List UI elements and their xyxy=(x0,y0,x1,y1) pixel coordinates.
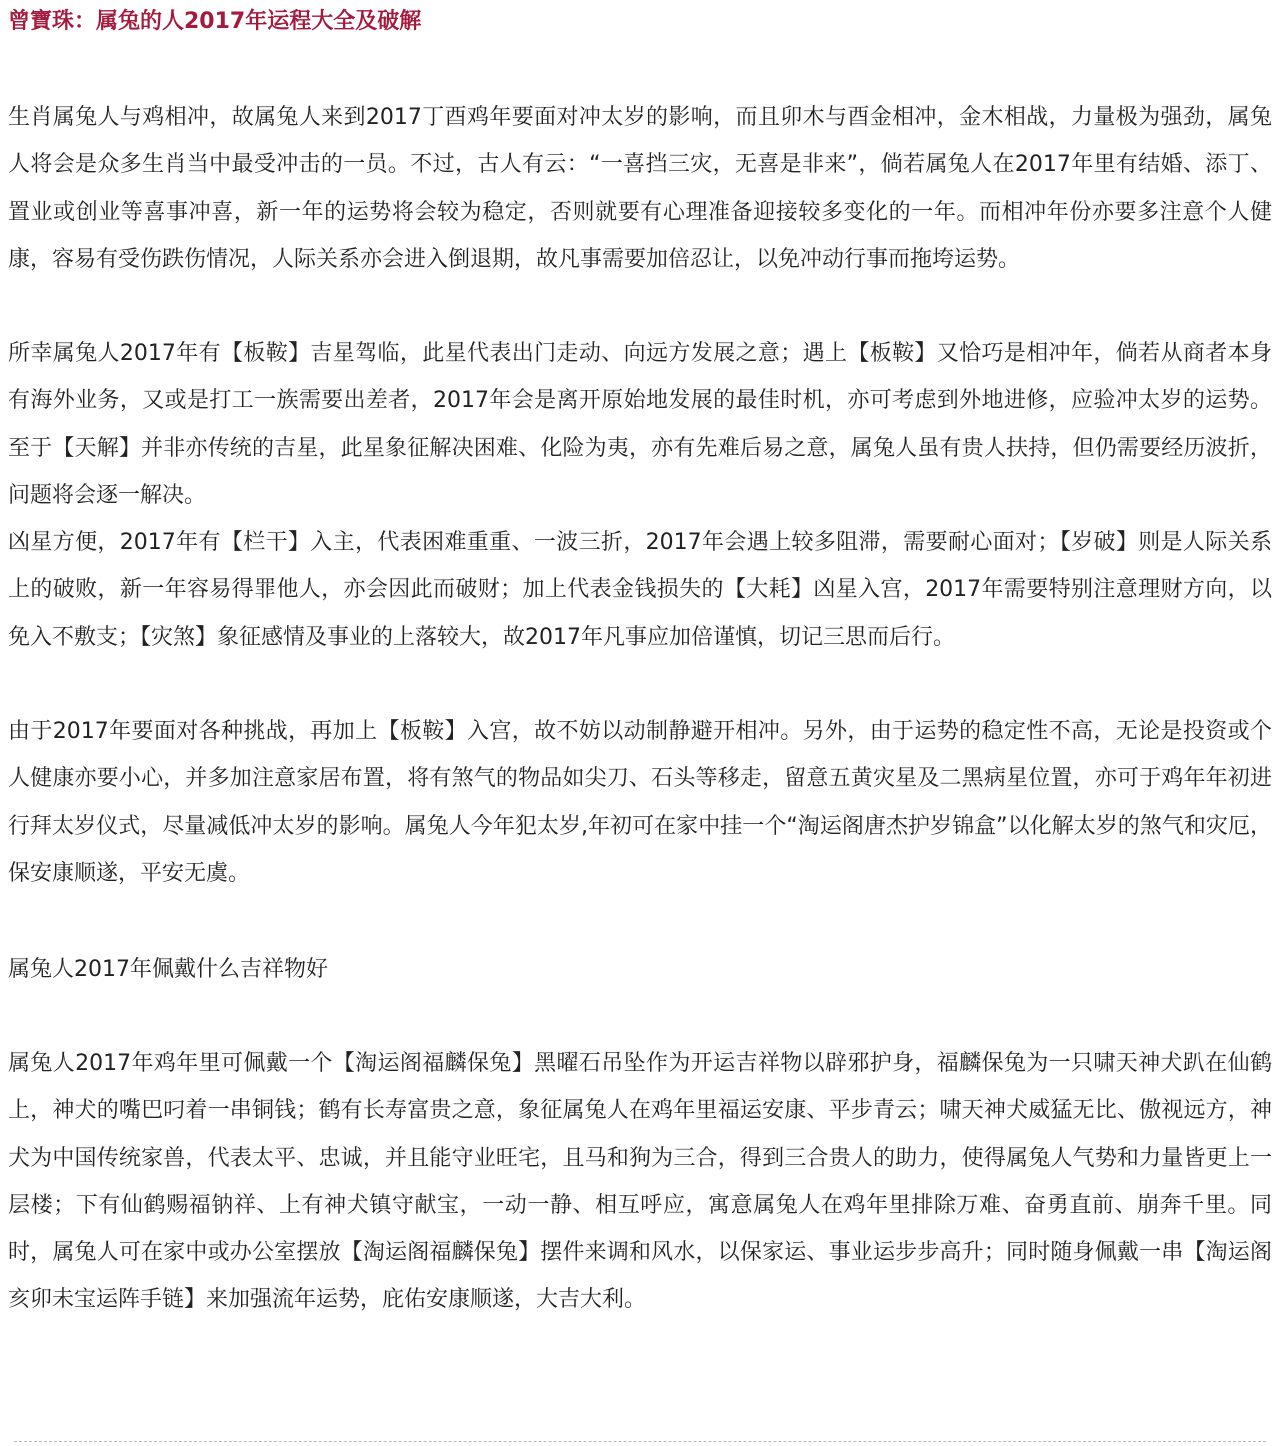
section-subheading: 属兔人2017年佩戴什么吉祥物好 xyxy=(8,957,328,982)
paragraph-mascots: 属兔人2017年鸡年里可佩戴一个【淘运阁福麟保兔】黑曜石吊坠作为开运吉祥物以辟邪护身，福麟保兔为一只啸天神犬趴在仙鹤上，神犬的嘴巴叼着一串铜钱；鹤有长寿富贵之意，象征属兔人在鸡年里福运安康、平步青云；啸天神犬威猛无比、傲视远方，神犬为中国传统家兽，代表太平、忠诚，并且能守业旺宅，且马和狗为三合，得到三合贵人的助力，使得属兔人气势和力量皆更上一层楼；下有仙鹤赐福钠祥、上有神犬镇守献宝，一动一静、相互呼应，寓意属兔人在鸡年里排除万难、奋勇直前、崩奔千里。同时，属兔人可在家中或办公室摆放【淘运阁福麟保兔】摆件来调和风水，以保家运、事业运步步高升；同时随身佩戴一串【淘运阁亥卯未宝运阵手链】来加强流年运势，庇佑安康顺遂，大吉大利。 xyxy=(8,1051,1272,1313)
article-title: 曾寶珠：属兔的人2017年运程大全及破解 xyxy=(8,9,422,34)
paragraph-lucky-stars: 所幸属兔人2017年有【板鞍】吉星驾临，此星代表出门走动、向远方发展之意；遇上【板鞍】又恰巧是相冲年，倘若从商者本身有海外业务，又或是打工一族需要出差者，2017年会是离开原始地发展的最佳时机，亦可考虑到外地进修，应验冲太岁的运势。至于【天解】并非亦传统的吉星，此星象征解决困难、化险为夷，亦有先难后易之意，属兔人虽有贵人扶持，但仍需要经历波折，问题将会逐一解决。 xyxy=(8,341,1272,508)
bottom-divider xyxy=(14,1441,1266,1442)
paragraph-remedies: 由于2017年要面对各种挑战，再加上【板鞍】入宫，故不妨以动制静避开相冲。另外，由于运势的稳定性不高，无论是投资或个人健康亦要小心，并多加注意家居布置，将有煞气的物品如尖刀、石头等移走，留意五黄灾星及二黑病星位置，亦可于鸡年年初进行拜太岁仪式，尽量减低冲太岁的影响。属兔人今年犯太岁,年初可在家中挂一个“淘运阁唐杰护岁锦盒”以化解太岁的煞气和灾厄，保安康顺遂，平安无虞。 xyxy=(8,719,1272,886)
paragraph-intro: 生肖属兔人与鸡相冲，故属兔人来到2017丁酉鸡年要面对冲太岁的影响，而且卯木与酉金相冲，金木相战，力量极为强劲，属兔人将会是众多生肖当中最受冲击的一员。不过，古人有云：“一喜挡三灾，无喜是非来”，倘若属兔人在2017年里有结婚、添丁、置业或创业等喜事冲喜，新一年的运势将会较为稳定，否则就要有心理准备迎接较多变化的一年。而相冲年份亦要多注意个人健康，容易有受伤跌伤情况，人际关系亦会进入倒退期，故凡事需要加倍忍让，以免冲动行事而拖垮运势。 xyxy=(8,105,1272,272)
paragraph-unlucky-stars: 凶星方便，2017年有【栏干】入主，代表困难重重、一波三折，2017年会遇上较多阻滞，需要耐心面对；【岁破】则是人际关系上的破败，新一年容易得罪他人，亦会因此而破财；加上代表金钱损失的【大耗】凶星入宫，2017年需要特别注意理财方向，以免入不敷支；【灾煞】象征感情及事业的上落较大，故2017年凡事应加倍谨慎，切记三思而后行。 xyxy=(8,530,1272,650)
